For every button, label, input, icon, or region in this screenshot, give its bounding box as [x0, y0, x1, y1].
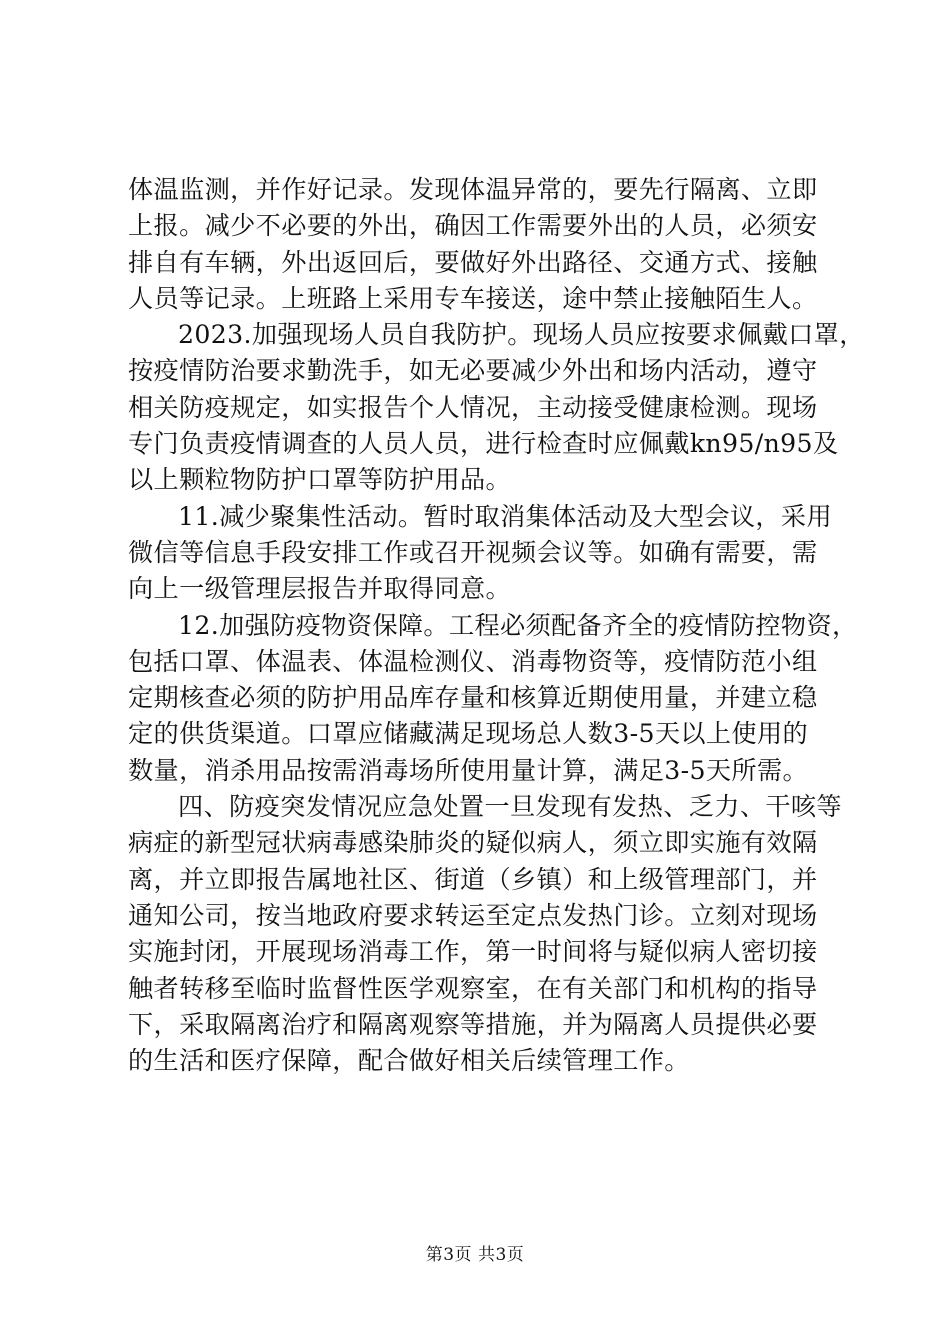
- text-line: 通知公司，按当地政府要求转运至定点发热门诊。立刻对现场: [128, 900, 818, 930]
- text-line: 触者转移至临时监督性医学观察室，在有关部门和机构的指导: [128, 973, 818, 1003]
- text-line: 定的供货渠道。口罩应储藏满足现场总人数3-5天以上使用的: [128, 719, 809, 749]
- document-body: [128, 172, 865, 1079]
- text-line: 专门负责疫情调查的人员人员，进行检查时应佩戴kn95/n95及: [128, 429, 839, 459]
- text-line: 实施封闭，开展现场消毒工作，第一时间将与疑似病人密切接: [128, 937, 818, 967]
- page-number-footer: 第3页 共3页: [425, 1245, 525, 1265]
- paragraph-first-line: 四、防疫突发情况应急处置一旦发现有发热、乏力、干咳等: [178, 792, 842, 822]
- text-line: 上报。减少不必要的外出，确因工作需要外出的人员，必须安: [128, 211, 818, 241]
- text-line: 排自有车辆，外出返回后，要做好外出路径、交通方式、接触: [128, 247, 818, 277]
- text-line: 相关防疫规定，如实报告个人情况，主动接受健康检测。现场: [128, 392, 818, 422]
- text-line: 包括口罩、体温表、体温检测仪、消毒物资等，疫情防范小组: [128, 646, 818, 676]
- text-line: 以上颗粒物防护口罩等防护用品。: [128, 465, 512, 495]
- text-line: 定期核查必须的防护用品库存量和核算近期使用量，并建立稳: [128, 683, 818, 713]
- paragraph-first-line: 2023.加强现场人员自我防护。现场人员应按要求佩戴口罩，: [178, 320, 865, 350]
- text-line: 微信等信息手段安排工作或召开视频会议等。如确有需要，需: [128, 537, 818, 567]
- text-line: 向上一级管理层报告并取得同意。: [128, 574, 512, 604]
- text-line: 病症的新型冠状病毒感染肺炎的疑似病人，须立即实施有效隔: [128, 828, 818, 858]
- text-line: 数量，消杀用品按需消毒场所使用量计算，满足3-5天所需。: [128, 755, 809, 785]
- text-line: 按疫情防治要求勤洗手，如无必要减少外出和场内活动，遵守: [128, 356, 818, 386]
- text-line: 的生活和医疗保障，配合做好相关后续管理工作。: [128, 1046, 690, 1076]
- text-line: 体温监测，并作好记录。发现体温异常的，要先行隔离、立即: [128, 175, 818, 204]
- paragraph-first-line: 12.加强防疫物资保障。工程必须配备齐全的疫情防控物资，: [178, 610, 858, 640]
- text-line: 离，并立即报告属地社区、街道（乡镇）和上级管理部门，并: [128, 864, 818, 894]
- text-line: 人员等记录。上班路上采用专车接送，途中禁止接触陌生人。: [128, 283, 818, 313]
- text-line: 下，采取隔离治疗和隔离观察等措施，并为隔离人员提供必要: [128, 1009, 818, 1039]
- paragraph-first-line: 11.减少聚集性活动。暂时取消集体活动及大型会议，采用: [178, 501, 833, 531]
